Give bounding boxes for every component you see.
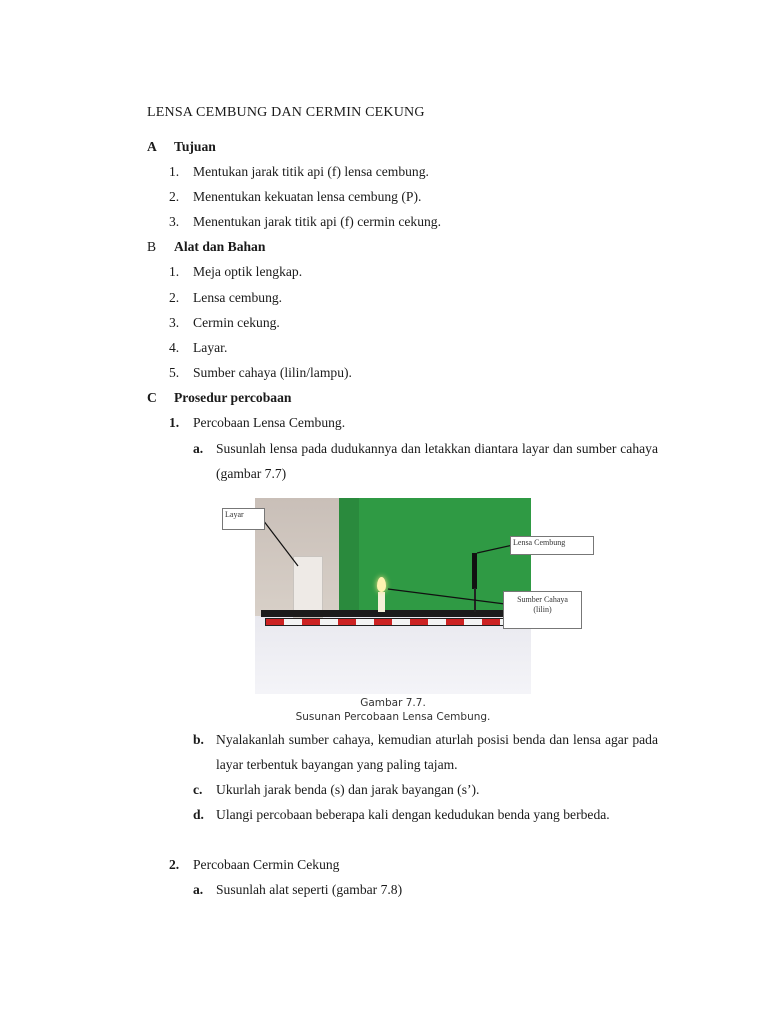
section-c-heading: Prosedur percobaan [174, 390, 292, 405]
pointer-line-lensa [477, 545, 513, 553]
section-a-heading: Tujuan [174, 139, 216, 154]
step-text: Ulangi percobaan beberapa kali dengan kedudukan benda yang berbeda. [216, 807, 610, 822]
step-text: Susunlah lensa pada dudukannya dan letakkan diantara layar dan sumber cahaya (gambar 7.7) [216, 441, 658, 481]
label-sumber-cahaya [503, 591, 582, 629]
section-b-letter: B [147, 239, 157, 254]
list-item-number: 5. [169, 365, 180, 380]
section-a-letter: A [147, 139, 157, 154]
list-item-number: 1. [169, 264, 180, 279]
pointer-line-sumber [388, 589, 505, 604]
page-title: LENSA CEMBUNG DAN CERMIN CEKUNG [147, 105, 425, 120]
step-letter: a. [193, 441, 204, 456]
list-item: Cermin cekung. [193, 315, 280, 330]
list-item-number: 4. [169, 340, 180, 355]
procedure-title: Percobaan Cermin Cekung [193, 857, 340, 872]
procedure-title: Percobaan Lensa Cembung. [193, 415, 346, 430]
list-item-number: 3. [169, 214, 180, 229]
figure-caption-text: Susunan Percobaan Lensa Cembung. [295, 711, 491, 723]
step-letter: d. [193, 807, 204, 822]
list-item-number: 2. [169, 189, 180, 204]
step-text: Susunlah alat seperti (gambar 7.8) [216, 882, 403, 897]
label-sumber-line2: (lilin) [533, 605, 552, 614]
list-item: Layar. [193, 340, 228, 355]
step-letter: a. [193, 882, 204, 897]
list-item: Sumber cahaya (lilin/lampu). [193, 365, 352, 380]
step-text: Ukurlah jarak benda (s) dan jarak bayangan (s’). [216, 782, 480, 797]
list-item: Menentukan kekuatan lensa cembung (P). [193, 189, 422, 204]
label-sumber-line1: Sumber Cahaya [517, 595, 568, 604]
step-letter: c. [193, 782, 203, 797]
section-c-letter: C [147, 390, 157, 405]
label-layar: Layar [222, 508, 265, 530]
pointer-line-layar [263, 520, 298, 566]
procedure-number: 1. [169, 415, 180, 430]
figure-caption-number: Gambar 7.7. [360, 697, 426, 709]
step-letter: b. [193, 732, 204, 747]
section-b-heading: Alat dan Bahan [174, 239, 266, 254]
list-item-number: 2. [169, 290, 180, 305]
label-lensa-cembung: Lensa Cembung [510, 536, 594, 555]
list-item: Lensa cembung. [193, 290, 283, 305]
list-item: Menentukan jarak titik api (f) cermin cekung. [193, 214, 441, 229]
list-item-number: 3. [169, 315, 180, 330]
list-item: Mentukan jarak titik api (f) lensa cembung. [193, 164, 429, 179]
list-item-number: 1. [169, 164, 180, 179]
list-item: Meja optik lengkap. [193, 264, 303, 279]
step-text: Nyalakanlah sumber cahaya, kemudian aturlah posisi benda dan lensa agar pada layar terbentuk bayangan yang paling tajam. [216, 732, 658, 772]
procedure-number: 2. [169, 857, 180, 872]
